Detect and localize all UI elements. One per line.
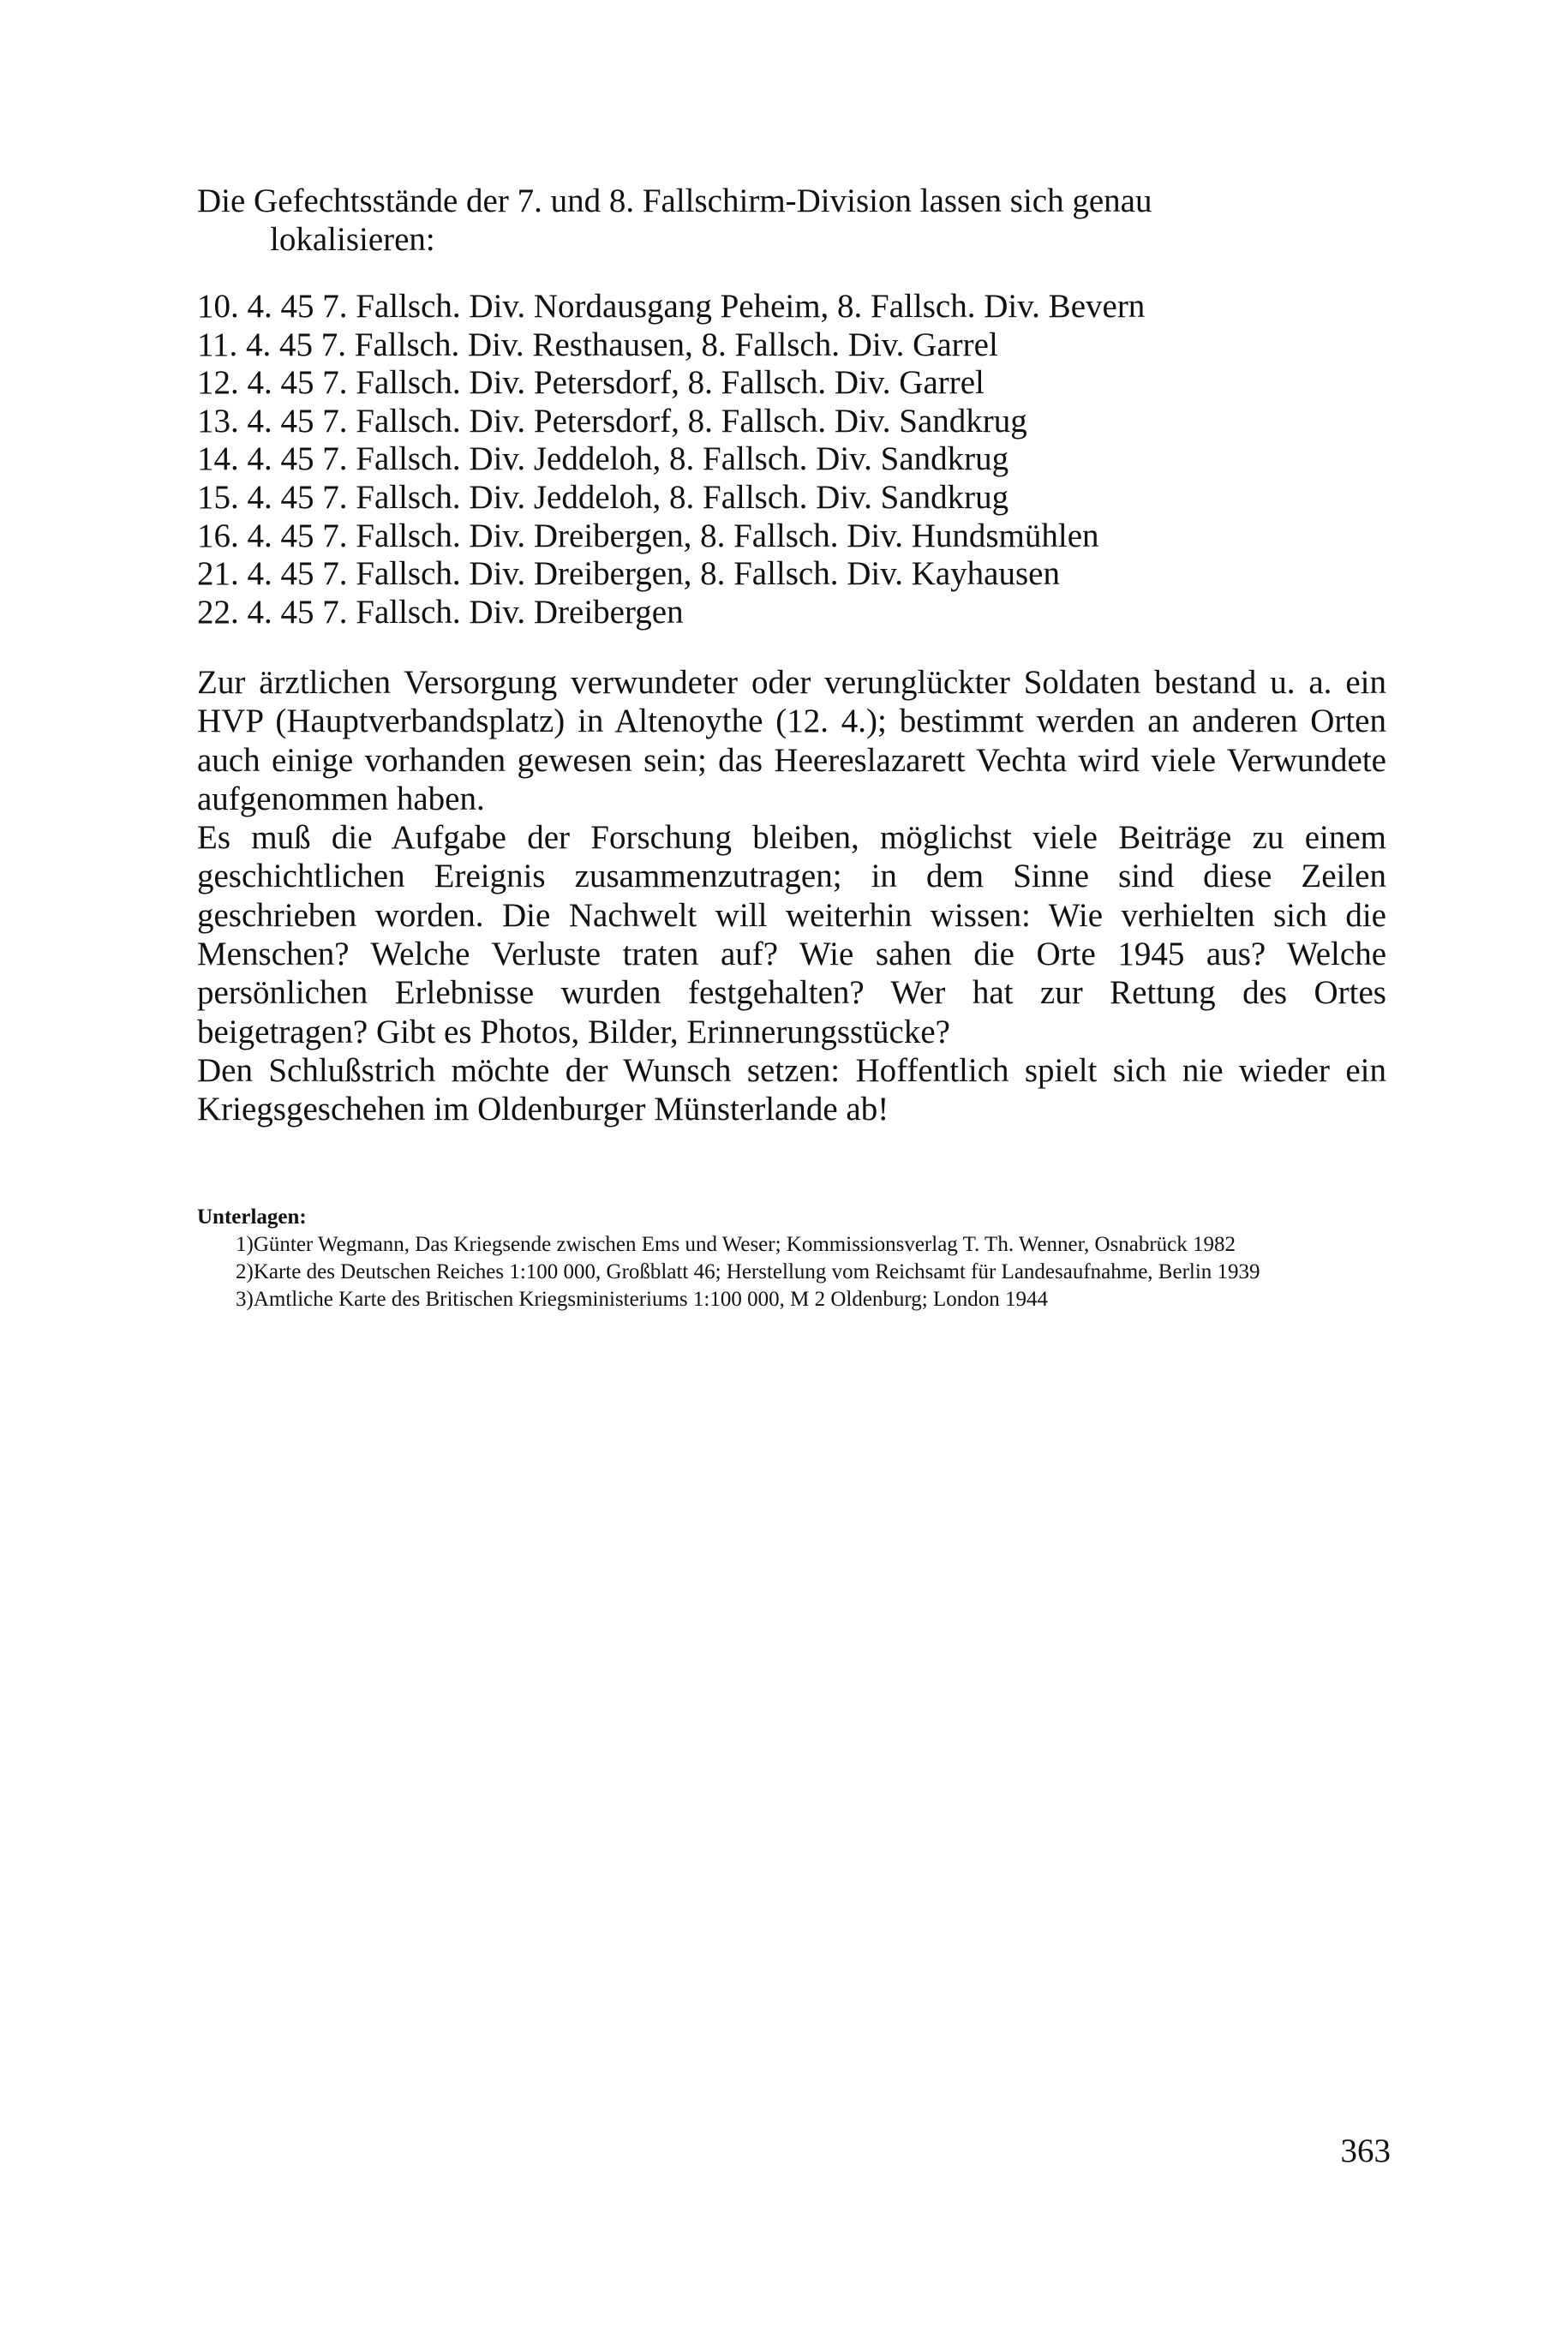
body-text xyxy=(197,663,1386,1129)
source-item xyxy=(236,1286,1392,1313)
command-post-entry: 22. 4. 45 7. Fallsch. Div. Dreibergen xyxy=(197,593,684,631)
command-post-list xyxy=(197,288,1392,631)
source-text: Karte des Deutschen Reiches 1:100 000, Großblatt 46; Herstellung vom Reichsamt für Landesaufnahme, Berlin 1939 xyxy=(253,1260,1260,1283)
page-number: 363 xyxy=(1340,2133,1391,2169)
command-post-entry: 10. 4. 45 7. Fallsch. Div. Nordausgang Peheim, 8. Fallsch. Div. Bevern xyxy=(197,288,1146,325)
source-number: 3) xyxy=(236,1288,254,1311)
intro-paragraph xyxy=(197,182,1392,259)
source-item xyxy=(236,1259,1392,1286)
source-item xyxy=(236,1231,1392,1259)
source-number: 1) xyxy=(236,1233,254,1256)
paragraph-medical-care: Zur ärztlichen Versorgung verwundeter oder verunglückter Soldaten bestand u. a. ein HVP (Hauptverbandsplatz) in Altenoythe (12. 4.); bestimmt werden an anderen Orten auch einige vorhanden gewesen sein; das Heereslazarett Vechta wird viele Verwundete aufgenommen haben. xyxy=(197,664,1386,817)
sources-section xyxy=(197,1204,1392,1313)
paragraph-research: Es muß die Aufgabe der Forschung bleiben, möglichst viele Beiträge zu einem geschichtlichen Ereignis zusammenzutragen; in dem Sinne sind diese Zeilen geschrieben worden. Die Nachwelt will weiterhin wissen: Wie verhielten sich die Menschen? Welche Verluste traten auf? Wie sahen die Orte 1945 aus? Welche persönlichen Erlebnisse wurden festgehalten? Wer hat zur Rettung des Ortes beigetragen? Gibt es Photos, Bilder, Erinnerungsstücke? xyxy=(197,819,1386,1050)
command-post-entry: 13. 4. 45 7. Fallsch. Div. Petersdorf, 8. Fallsch. Div. Sandkrug xyxy=(197,402,1027,440)
sources-heading: Unterlagen: xyxy=(197,1205,307,1229)
intro-line-2: lokalisieren: xyxy=(270,221,435,258)
sources-list xyxy=(197,1231,1392,1313)
command-post-entry: 16. 4. 45 7. Fallsch. Div. Dreibergen, 8. Fallsch. Div. Hundsmühlen xyxy=(197,517,1099,554)
command-post-entry: 11. 4. 45 7. Fallsch. Div. Resthausen, 8. Fallsch. Div. Garrel xyxy=(197,326,998,363)
intro-line-1: Die Gefechtsstände der 7. und 8. Fallschirm-Division lassen sich genau xyxy=(197,182,1152,219)
source-text: Amtliche Karte des Britischen Kriegsministeriums 1:100 000, M 2 Oldenburg; London 1944 xyxy=(253,1288,1049,1311)
source-number: 2) xyxy=(236,1260,254,1283)
command-post-entry: 15. 4. 45 7. Fallsch. Div. Jeddeloh, 8. Fallsch. Div. Sandkrug xyxy=(197,478,1009,516)
command-post-entry: 12. 4. 45 7. Fallsch. Div. Petersdorf, 8. Fallsch. Div. Garrel xyxy=(197,364,984,402)
command-post-entry: 14. 4. 45 7. Fallsch. Div. Jeddeloh, 8. Fallsch. Div. Sandkrug xyxy=(197,440,1009,478)
paragraph-closing: Den Schlußstrich möchte der Wunsch setzen: Hoffentlich spielt sich nie wieder ein Kriegsgeschehen im Oldenburger Münsterlande ab! xyxy=(197,1051,1386,1128)
command-post-entry: 21. 4. 45 7. Fallsch. Div. Dreibergen, 8. Fallsch. Div. Kayhausen xyxy=(197,555,1060,593)
source-text: Günter Wegmann, Das Kriegsende zwischen Ems und Weser; Kommissionsverlag T. Th. Wenner, Osnabrück 1982 xyxy=(253,1233,1236,1256)
